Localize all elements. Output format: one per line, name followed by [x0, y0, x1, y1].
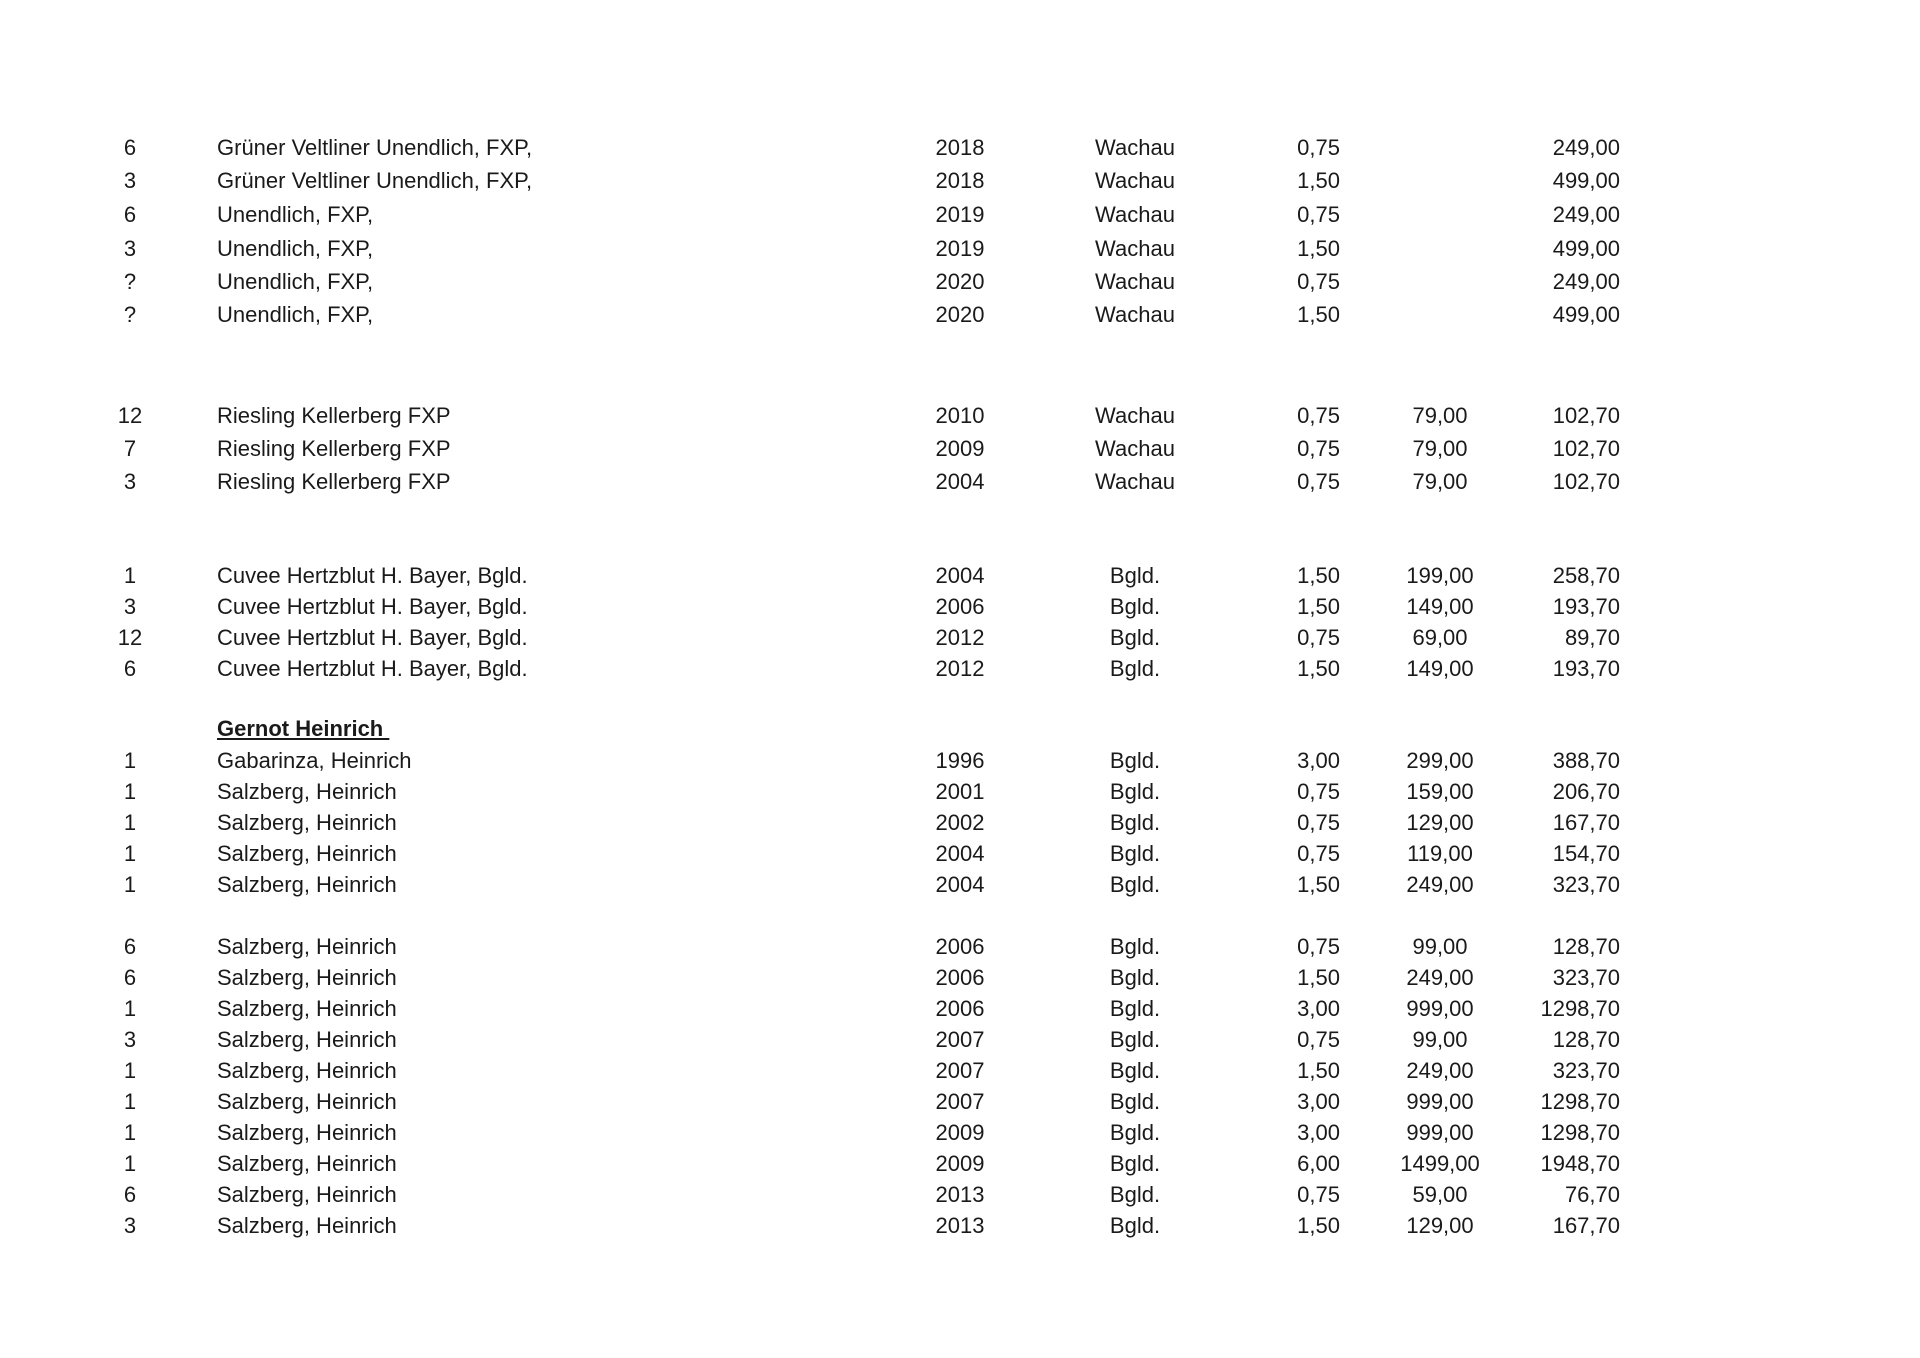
table-row — [0, 994, 1920, 1024]
row-region: Bgld. — [1109, 779, 1161, 804]
row-quantity: 1 — [123, 1151, 137, 1176]
row-price-net: 79,00 — [1412, 469, 1468, 494]
table-row — [0, 1149, 1920, 1179]
row-price-gross: 154,70 — [1552, 841, 1620, 866]
row-price-gross: 1298,70 — [1540, 1089, 1620, 1114]
row-wine-name: Gabarinza, Heinrich — [217, 748, 412, 773]
row-price-gross: 193,70 — [1552, 594, 1620, 619]
row-price-net: 99,00 — [1412, 934, 1468, 959]
row-quantity: 3 — [123, 1213, 137, 1238]
row-vintage: 2018 — [935, 168, 985, 193]
table-row — [0, 870, 1920, 900]
row-quantity: 6 — [123, 965, 137, 990]
row-price-gross: 249,00 — [1552, 202, 1620, 227]
row-wine-name: Unendlich, FXP, — [217, 269, 374, 294]
table-row — [0, 234, 1920, 264]
row-region: Bgld. — [1109, 1027, 1161, 1052]
row-wine-name: Unendlich, FXP, — [217, 236, 374, 261]
row-bottle-size: 0,75 — [1297, 135, 1340, 160]
row-wine-name: Cuvee Hertzblut H. Bayer, Bgld. — [217, 625, 528, 650]
row-bottle-size: 0,75 — [1297, 779, 1340, 804]
row-bottle-size: 1,50 — [1297, 872, 1340, 897]
row-region: Wachau — [1095, 469, 1175, 494]
row-region: Bgld. — [1109, 872, 1161, 897]
row-price-net: 249,00 — [1406, 872, 1474, 897]
row-bottle-size: 1,50 — [1297, 168, 1340, 193]
row-wine-name: Grüner Veltliner Unendlich, FXP, — [217, 135, 533, 160]
row-bottle-size: 0,75 — [1297, 1027, 1340, 1052]
row-bottle-size: 0,75 — [1297, 841, 1340, 866]
row-vintage: 2013 — [935, 1182, 985, 1207]
row-price-gross: 206,70 — [1552, 779, 1620, 804]
row-quantity: ? — [123, 302, 137, 327]
row-wine-name: Cuvee Hertzblut H. Bayer, Bgld. — [217, 594, 528, 619]
table-row — [0, 932, 1920, 962]
row-bottle-size: 3,00 — [1297, 1089, 1340, 1114]
row-price-gross: 1298,70 — [1540, 1120, 1620, 1145]
row-price-gross: 76,70 — [1564, 1182, 1620, 1207]
row-region: Bgld. — [1109, 934, 1161, 959]
row-vintage: 2010 — [935, 403, 985, 428]
row-vintage: 2002 — [935, 810, 985, 835]
row-region: Bgld. — [1109, 1120, 1161, 1145]
row-bottle-size: 0,75 — [1297, 436, 1340, 461]
table-row — [0, 166, 1920, 196]
table-row — [0, 1180, 1920, 1210]
row-region: Bgld. — [1109, 810, 1161, 835]
table-row — [0, 267, 1920, 297]
row-wine-name: Salzberg, Heinrich — [217, 779, 397, 804]
row-price-gross: 499,00 — [1552, 236, 1620, 261]
row-bottle-size: 1,50 — [1297, 594, 1340, 619]
row-region: Bgld. — [1109, 1089, 1161, 1114]
row-price-net: 999,00 — [1406, 1120, 1474, 1145]
row-vintage: 2006 — [935, 996, 985, 1021]
row-bottle-size: 0,75 — [1297, 625, 1340, 650]
row-wine-name: Salzberg, Heinrich — [217, 1120, 397, 1145]
row-quantity: 6 — [123, 656, 137, 681]
row-bottle-size: 0,75 — [1297, 934, 1340, 959]
row-wine-name: Cuvee Hertzblut H. Bayer, Bgld. — [217, 656, 528, 681]
row-quantity: 12 — [117, 625, 143, 650]
row-price-gross: 249,00 — [1552, 135, 1620, 160]
table-row — [0, 1118, 1920, 1148]
row-price-gross: 323,70 — [1552, 872, 1620, 897]
row-bottle-size: 1,50 — [1297, 1213, 1340, 1238]
row-price-gross: 167,70 — [1552, 810, 1620, 835]
row-vintage: 2007 — [935, 1027, 985, 1052]
row-bottle-size: 3,00 — [1297, 748, 1340, 773]
table-row — [0, 746, 1920, 776]
row-wine-name: Salzberg, Heinrich — [217, 841, 397, 866]
row-vintage: 2019 — [935, 236, 985, 261]
table-row — [0, 592, 1920, 622]
table-row — [0, 467, 1920, 497]
row-vintage: 2007 — [935, 1089, 985, 1114]
table-row — [0, 133, 1920, 163]
row-wine-name: Salzberg, Heinrich — [217, 934, 397, 959]
row-price-gross: 499,00 — [1552, 302, 1620, 327]
row-quantity: 3 — [123, 594, 137, 619]
row-price-gross: 323,70 — [1552, 1058, 1620, 1083]
row-vintage: 2004 — [935, 872, 985, 897]
row-quantity: 6 — [123, 1182, 137, 1207]
row-price-net: 59,00 — [1412, 1182, 1468, 1207]
row-wine-name: Salzberg, Heinrich — [217, 965, 397, 990]
row-quantity: 1 — [123, 810, 137, 835]
row-region: Bgld. — [1109, 965, 1161, 990]
row-vintage: 2007 — [935, 1058, 985, 1083]
row-wine-name: Salzberg, Heinrich — [217, 1213, 397, 1238]
row-bottle-size: 0,75 — [1297, 469, 1340, 494]
row-vintage: 2018 — [935, 135, 985, 160]
row-price-net: 79,00 — [1412, 403, 1468, 428]
row-price-net: 999,00 — [1406, 1089, 1474, 1114]
table-row — [0, 300, 1920, 330]
row-region: Bgld. — [1109, 594, 1161, 619]
row-price-net: 1499,00 — [1400, 1151, 1480, 1176]
row-region: Bgld. — [1109, 748, 1161, 773]
row-wine-name: Salzberg, Heinrich — [217, 1058, 397, 1083]
row-quantity: 7 — [123, 436, 137, 461]
row-vintage: 2020 — [935, 269, 985, 294]
table-row — [0, 839, 1920, 869]
row-price-gross: 167,70 — [1552, 1213, 1620, 1238]
row-quantity: 1 — [123, 841, 137, 866]
table-row — [0, 561, 1920, 591]
row-vintage: 2006 — [935, 965, 985, 990]
row-region: Wachau — [1095, 403, 1175, 428]
table-row — [0, 1211, 1920, 1241]
table-row — [0, 200, 1920, 230]
row-price-net: 69,00 — [1412, 625, 1468, 650]
row-price-net: 299,00 — [1406, 748, 1474, 773]
row-price-gross: 499,00 — [1552, 168, 1620, 193]
row-region: Wachau — [1095, 168, 1175, 193]
row-quantity: 1 — [123, 1120, 137, 1145]
row-price-gross: 102,70 — [1552, 403, 1620, 428]
row-vintage: 2019 — [935, 202, 985, 227]
row-bottle-size: 1,50 — [1297, 302, 1340, 327]
row-price-gross: 258,70 — [1552, 563, 1620, 588]
row-price-net: 149,00 — [1406, 594, 1474, 619]
row-vintage: 2009 — [935, 1151, 985, 1176]
table-row — [0, 1087, 1920, 1117]
row-price-gross: 249,00 — [1552, 269, 1620, 294]
row-bottle-size: 0,75 — [1297, 1182, 1340, 1207]
row-price-gross: 89,70 — [1564, 625, 1620, 650]
row-bottle-size: 0,75 — [1297, 269, 1340, 294]
row-price-gross: 323,70 — [1552, 965, 1620, 990]
row-price-net: 249,00 — [1406, 1058, 1474, 1083]
row-quantity: ? — [123, 269, 137, 294]
table-row — [0, 1056, 1920, 1086]
row-vintage: 2004 — [935, 563, 985, 588]
row-quantity: 6 — [123, 202, 137, 227]
table-row — [0, 1025, 1920, 1055]
row-vintage: 2009 — [935, 1120, 985, 1145]
row-region: Bgld. — [1109, 563, 1161, 588]
row-price-gross: 193,70 — [1552, 656, 1620, 681]
row-price-net: 119,00 — [1407, 841, 1473, 866]
row-quantity: 1 — [123, 779, 137, 804]
row-quantity: 1 — [123, 872, 137, 897]
row-price-net: 129,00 — [1406, 810, 1474, 835]
row-price-net: 99,00 — [1412, 1027, 1468, 1052]
row-vintage: 2013 — [935, 1213, 985, 1238]
row-bottle-size: 1,50 — [1297, 965, 1340, 990]
row-wine-name: Unendlich, FXP, — [217, 202, 374, 227]
row-vintage: 2001 — [935, 779, 985, 804]
row-wine-name: Salzberg, Heinrich — [217, 1089, 397, 1114]
row-wine-name: Salzberg, Heinrich — [217, 810, 397, 835]
row-price-net: 149,00 — [1406, 656, 1474, 681]
row-region: Bgld. — [1109, 1182, 1161, 1207]
row-vintage: 2009 — [935, 436, 985, 461]
row-quantity: 1 — [123, 563, 137, 588]
row-wine-name: Grüner Veltliner Unendlich, FXP, — [217, 168, 533, 193]
row-price-gross: 1298,70 — [1540, 996, 1620, 1021]
row-quantity: 3 — [123, 469, 137, 494]
row-vintage: 2012 — [935, 625, 985, 650]
row-quantity: 3 — [123, 236, 137, 261]
row-bottle-size: 1,50 — [1297, 1058, 1340, 1083]
row-vintage: 2012 — [935, 656, 985, 681]
row-region: Bgld. — [1109, 1213, 1161, 1238]
row-wine-name: Riesling Kellerberg FXP — [217, 436, 451, 461]
table-row — [0, 963, 1920, 993]
row-price-gross: 102,70 — [1552, 469, 1620, 494]
row-bottle-size: 0,75 — [1297, 202, 1340, 227]
row-quantity: 6 — [123, 135, 137, 160]
row-bottle-size: 0,75 — [1297, 810, 1340, 835]
row-price-net: 159,00 — [1406, 779, 1474, 804]
row-region: Wachau — [1095, 436, 1175, 461]
row-vintage: 2006 — [935, 934, 985, 959]
row-wine-name: Cuvee Hertzblut H. Bayer, Bgld. — [217, 563, 528, 588]
row-wine-name: Riesling Kellerberg FXP — [217, 469, 451, 494]
row-region: Wachau — [1095, 135, 1175, 160]
row-price-net: 999,00 — [1406, 996, 1474, 1021]
table-row — [0, 654, 1920, 684]
row-wine-name: Salzberg, Heinrich — [217, 996, 397, 1021]
row-region: Bgld. — [1109, 625, 1161, 650]
row-wine-name: Unendlich, FXP, — [217, 302, 374, 327]
row-region: Wachau — [1095, 236, 1175, 261]
row-quantity: 1 — [123, 996, 137, 1021]
row-price-net: 199,00 — [1406, 563, 1474, 588]
row-region: Bgld. — [1109, 841, 1161, 866]
row-price-net: 249,00 — [1406, 965, 1474, 990]
table-row — [0, 623, 1920, 653]
row-price-gross: 128,70 — [1552, 1027, 1620, 1052]
row-quantity: 1 — [123, 748, 137, 773]
row-region: Wachau — [1095, 269, 1175, 294]
table-row — [0, 777, 1920, 807]
row-vintage: 2004 — [935, 841, 985, 866]
row-bottle-size: 3,00 — [1297, 996, 1340, 1021]
row-quantity: 3 — [123, 1027, 137, 1052]
row-wine-name: Salzberg, Heinrich — [217, 872, 397, 897]
row-wine-name: Salzberg, Heinrich — [217, 1182, 397, 1207]
row-vintage: 2004 — [935, 469, 985, 494]
row-vintage: 2006 — [935, 594, 985, 619]
section-heading-gernot-heinrich: Gernot Heinrich — [217, 716, 390, 741]
row-region: Bgld. — [1109, 1151, 1161, 1176]
table-row — [0, 434, 1920, 464]
row-wine-name: Riesling Kellerberg FXP — [217, 403, 451, 428]
row-price-gross: 1948,70 — [1540, 1151, 1620, 1176]
row-quantity: 12 — [117, 403, 143, 428]
row-vintage: 1996 — [935, 748, 985, 773]
row-vintage: 2020 — [935, 302, 985, 327]
row-price-gross: 388,70 — [1552, 748, 1620, 773]
row-region: Wachau — [1095, 202, 1175, 227]
row-bottle-size: 1,50 — [1297, 656, 1340, 681]
row-quantity: 3 — [123, 168, 137, 193]
table-row — [0, 808, 1920, 838]
row-price-gross: 128,70 — [1552, 934, 1620, 959]
row-price-net: 79,00 — [1412, 436, 1468, 461]
row-wine-name: Salzberg, Heinrich — [217, 1151, 397, 1176]
row-quantity: 1 — [123, 1058, 137, 1083]
table-row — [0, 401, 1920, 431]
row-price-gross: 102,70 — [1552, 436, 1620, 461]
row-quantity: 1 — [123, 1089, 137, 1114]
row-region: Bgld. — [1109, 1058, 1161, 1083]
row-wine-name: Salzberg, Heinrich — [217, 1027, 397, 1052]
row-bottle-size: 3,00 — [1297, 1120, 1340, 1145]
row-price-net: 129,00 — [1406, 1213, 1474, 1238]
row-bottle-size: 6,00 — [1297, 1151, 1340, 1176]
row-region: Wachau — [1095, 302, 1175, 327]
row-bottle-size: 0,75 — [1297, 403, 1340, 428]
row-bottle-size: 1,50 — [1297, 236, 1340, 261]
row-region: Bgld. — [1109, 996, 1161, 1021]
row-region: Bgld. — [1109, 656, 1161, 681]
row-quantity: 6 — [123, 934, 137, 959]
row-bottle-size: 1,50 — [1297, 563, 1340, 588]
